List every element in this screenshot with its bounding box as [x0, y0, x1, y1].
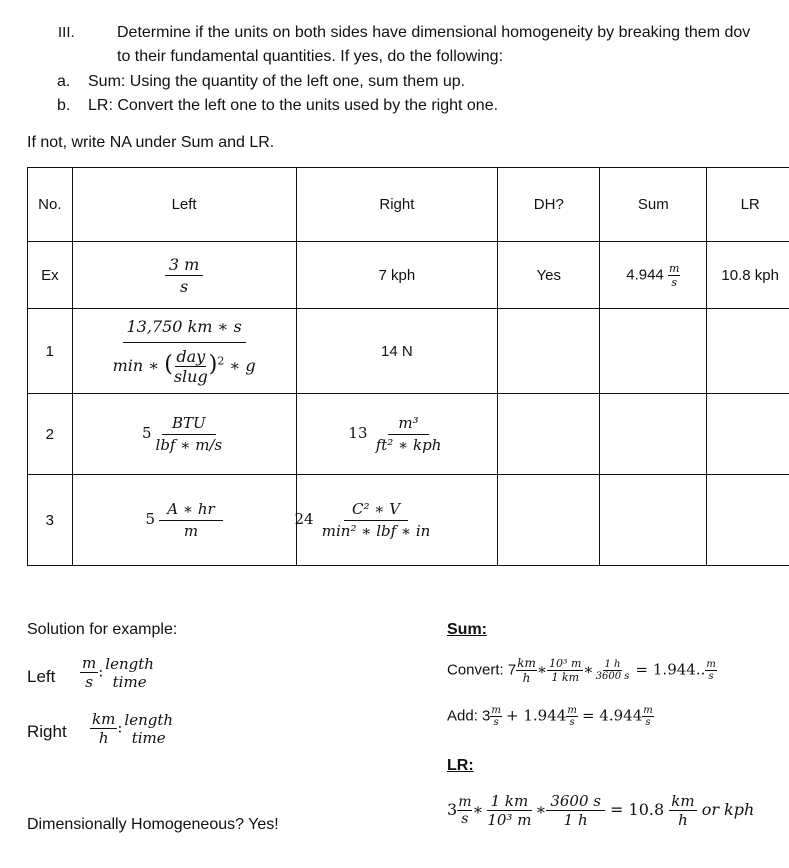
convert-f3-num: 1 h: [604, 659, 621, 670]
sol-right-colon: :: [117, 718, 123, 737]
header-dh: DH?: [498, 168, 600, 242]
lr-line: [447, 792, 754, 829]
header-right: Right: [296, 168, 498, 242]
units-table: [27, 167, 789, 566]
instruction-b-marker: b.: [57, 97, 71, 114]
ex-left-den: s: [179, 276, 189, 296]
row2-right-coef: 13: [348, 423, 368, 442]
instruction-if-not: If not, write NA under Sum and LR.: [27, 134, 275, 151]
ex-sum: [600, 242, 707, 309]
convert-f2-den: 1 km: [551, 671, 580, 684]
row3-lr: [707, 475, 789, 566]
lr-f3-den: 1 h: [563, 811, 588, 829]
solution-left-label: Left: [27, 667, 56, 686]
row2-left-coef: 5: [141, 423, 152, 442]
row3-sum: [600, 475, 707, 566]
row1-dh: [498, 309, 600, 394]
row2-dh: [498, 394, 600, 475]
instruction-b-text: LR: Convert the left one to the units used by the right one.: [88, 97, 499, 114]
row2-right-fraction: [372, 414, 446, 454]
sum-convert-line: [447, 656, 717, 685]
sol-left-f2-num: length: [105, 654, 154, 673]
row1-left-den: min ∗ ( $\frac{\text{day}}{\text{slug}}$ )$^2$ ∗ g: [112, 346, 256, 386]
instruction-numeral: III.: [58, 24, 75, 41]
row2-right-den: ft² ∗ kph: [375, 436, 442, 454]
convert-label: Convert: 7: [447, 661, 517, 679]
lr-f4-den: h: [678, 811, 688, 829]
lr-times-1: ∗: [472, 800, 484, 819]
sum-title: Sum:: [447, 621, 487, 638]
add-f1-den: s: [493, 717, 499, 728]
convert-f3-den: 3600 s: [595, 671, 630, 682]
convert-result-den: s: [708, 671, 714, 682]
row2-left-num: BTU: [162, 414, 216, 435]
instruction-line2: to their fundamental quantities. If yes, do the following:: [117, 48, 504, 65]
convert-f2-num: 10³ m: [549, 657, 582, 670]
sol-left-f1-den: s: [85, 673, 93, 691]
instruction-a-text: Sum: Using the quantity of the left one, sum them up.: [88, 73, 466, 90]
row2-left: [72, 394, 296, 475]
table-row-3: [28, 475, 789, 566]
add-f3-num: m: [643, 705, 653, 716]
table-header-row: [28, 168, 789, 242]
row1-den-exponent: 2: [217, 354, 225, 368]
add-f2-den: s: [569, 717, 575, 728]
convert-times-2: ∗: [583, 660, 594, 679]
row3-no: 3: [28, 475, 73, 566]
row3-right-coef: 24: [294, 509, 314, 528]
row2-lr: [707, 394, 789, 475]
sol-right-f1-num: km: [92, 710, 116, 728]
row3-left-coef: 5: [145, 509, 156, 528]
ex-sum-unit-num: m: [668, 261, 680, 275]
convert-result: = 1.944..: [635, 660, 706, 679]
instruction-line1: Determine if the units on both sides have dimensional homogeneity by breaking them dov: [117, 24, 751, 41]
add-plus: + 1.944: [506, 706, 567, 725]
row1-left: [72, 309, 296, 394]
header-no: No.: [28, 168, 73, 242]
table-row-example: [28, 242, 789, 309]
convert-f1-den: h: [522, 671, 531, 685]
lr-times-2: ∗: [535, 800, 547, 819]
row3-right-fraction: [318, 500, 435, 540]
solution-right-expr: [90, 710, 175, 747]
table-row-2: [28, 394, 789, 475]
row2-left-fraction: [152, 414, 227, 454]
sol-left-f1-num: m: [82, 654, 97, 672]
lr-title: LR:: [447, 757, 474, 774]
ex-lr: 10.8 kph: [707, 242, 789, 309]
row1-no: 1: [28, 309, 73, 394]
row3-dh: [498, 475, 600, 566]
convert-times-1: ∗: [536, 660, 548, 679]
add-label: Add: 3: [447, 707, 491, 725]
lr-f2-den: 10³ m: [487, 811, 532, 829]
row3-left-den: m: [183, 522, 199, 540]
sol-left-f2-den: time: [112, 672, 147, 691]
ex-sum-unit: [668, 262, 680, 289]
row1-den-inner-den: slug: [173, 366, 208, 386]
add-f1-num: m: [491, 705, 501, 716]
sol-right-f2-den: time: [131, 728, 166, 747]
sum-add-line: [447, 705, 654, 728]
header-left: Left: [72, 168, 296, 242]
row1-right: 14 N: [296, 309, 498, 394]
ex-right: 7 kph: [296, 242, 498, 309]
ex-left-fraction: [165, 255, 203, 296]
solution-title: Solution for example:: [27, 621, 178, 638]
lr-f1-num: m: [458, 794, 472, 810]
row2-right: [296, 394, 498, 475]
ex-sum-unit-den: s: [671, 275, 677, 289]
lr-f2-num: 1 km: [487, 792, 533, 811]
lr-f4-num: km: [671, 792, 695, 810]
ex-no: Ex: [28, 242, 73, 309]
sol-left-colon: :: [98, 662, 104, 681]
ex-left: [72, 242, 296, 309]
row2-no: 2: [28, 394, 73, 475]
row3-left-fraction: [159, 500, 222, 540]
row3-right: [296, 475, 498, 566]
add-eq: = 4.944: [581, 706, 643, 725]
row3-left: [72, 475, 296, 566]
row3-right-num: C² ∗ V: [344, 500, 408, 521]
lr-tail: or kph: [701, 800, 755, 819]
row1-den-inner-fraction: [173, 347, 209, 386]
row3-left-num: A ∗ hr: [159, 500, 222, 521]
add-f2-num: m: [567, 705, 577, 716]
row2-sum: [600, 394, 707, 475]
sol-right-f2-num: length: [124, 710, 174, 729]
row1-lr: [707, 309, 789, 394]
lr-coef: 3: [447, 800, 458, 819]
row1-den-g: ∗ g: [229, 355, 256, 375]
solution-right-label: Right: [27, 722, 67, 741]
row1-den-min: min ∗: [112, 355, 160, 375]
convert-result-num: m: [706, 659, 716, 670]
table-row-1: [28, 309, 789, 394]
convert-f1-num: km: [517, 656, 536, 670]
row2-left-den: lbf ∗ m/s: [155, 436, 223, 454]
header-sum: Sum: [600, 168, 707, 242]
row2-right-num: m³: [388, 414, 428, 435]
row1-left-num: 13,750 km ∗ s: [123, 317, 246, 343]
row3-right-den: min² ∗ lbf ∗ in: [321, 522, 431, 540]
row1-left-fraction: [109, 317, 260, 386]
solution-left-expr: [80, 654, 156, 691]
ex-dh: Yes: [498, 242, 600, 309]
instruction-a-marker: a.: [57, 73, 71, 90]
lr-eq: = 10.8: [610, 800, 665, 819]
header-lr: LR: [707, 168, 789, 242]
lr-f1-den: s: [461, 811, 469, 827]
dh-question: Dimensionally Homogeneous? Yes!: [27, 816, 279, 833]
sol-right-f1-den: h: [98, 729, 109, 747]
add-f3-den: s: [645, 717, 651, 728]
ex-left-num: 3 m: [165, 255, 203, 276]
row1-den-inner-num: day: [176, 346, 206, 366]
lr-f3-num: 3600 s: [546, 792, 605, 811]
ex-sum-value: 4.944: [626, 265, 664, 283]
row1-sum: [600, 309, 707, 394]
